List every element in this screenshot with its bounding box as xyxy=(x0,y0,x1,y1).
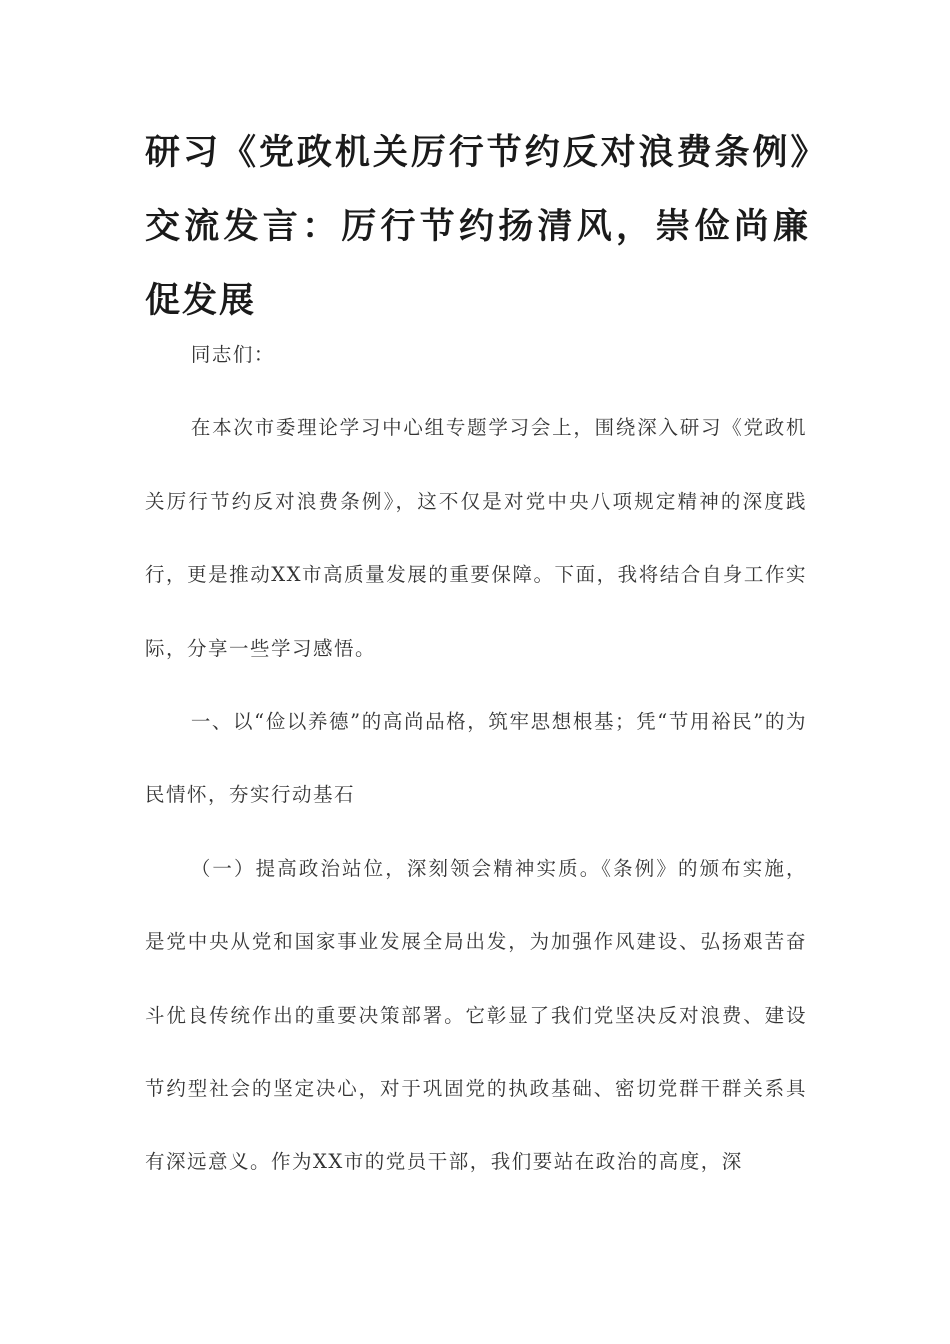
document-title: 研习《党政机关厉行节约反对浪费条例》交流发言：厉行节约扬清风，崇俭尚廉促发展 xyxy=(145,132,810,321)
intro-paragraph: 在本次市委理论学习中心组专题学习会上，围绕深入研习《党政机关厉行节约反对浪费条例》，这不仅是对党中央八项规定精神的深度践行，更是推动XX市高质量发展的重要保障。下面，我将结合自身工作实际，分享一些学习感悟。 xyxy=(145,416,807,660)
salutation-paragraph: 同志们： xyxy=(190,343,275,366)
document-body xyxy=(145,318,807,1199)
section-heading-paragraph: 一、以“俭以养德”的高尚品格，筑牢思想根基；凭“节用裕民”的为民情怀，夯实行动基石 xyxy=(145,710,807,807)
subsection-paragraph: （一）提高政治站位，深刻领会精神实质。《条例》的颁布实施，是党中央从党和国家事业发展全局出发，为加强作风建设、弘扬艰苦奋斗优良传统作出的重要决策部署。它彰显了我们党坚决反对浪费、建设节约型社会的坚定决心，对于巩固党的执政基础、密切党群干群关系具有深远意义。作为XX市的党员干部，我们要站在政治的高度，深 xyxy=(145,856,807,1174)
